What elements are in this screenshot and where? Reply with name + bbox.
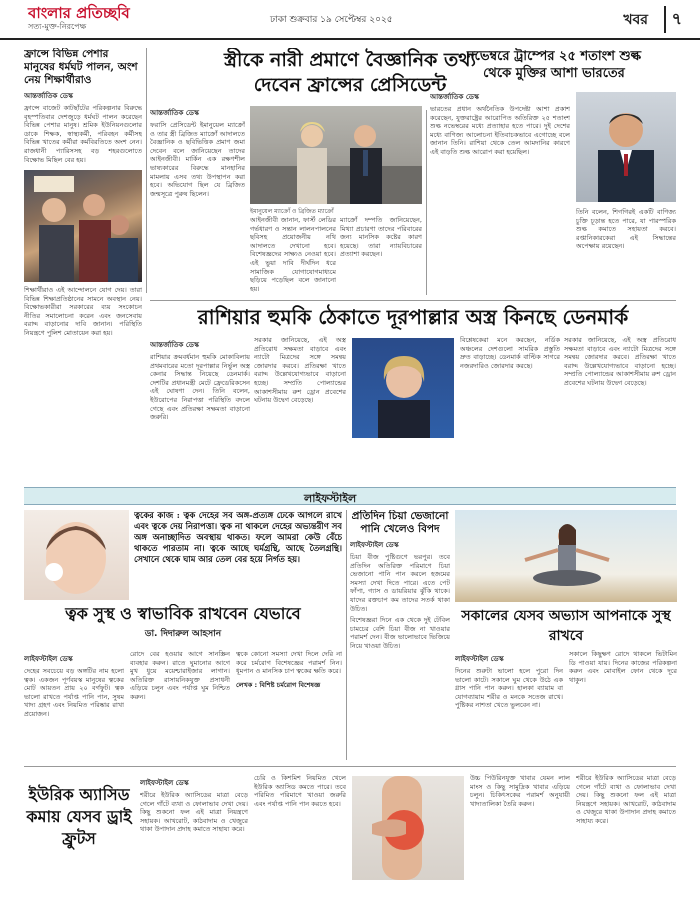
uric-column-3 [470, 774, 570, 898]
brand-slogan: সত্য-মুক্ত-নিরপেক্ষ [28, 22, 87, 31]
skin-author: ডা. দিদারুল আহসান [144, 629, 222, 639]
morning-column-2 [569, 650, 677, 760]
column-divider [426, 110, 427, 295]
skin-body-continued: ত্বকে কোনো সমস্যা দেখা দিলে দেরি না করে চর্মরোগ বিশেষজ্ঞের পরামর্শ নিন। ধূমপান ও মানসিক চাপ ত্বকের ক্ষতি করে। [236, 650, 342, 676]
morning-column-1 [455, 650, 563, 760]
story-headline[interactable]: ফ্রান্সে বিভিন্ন পেশার মানুষের ধর্মঘট পালন, অংশ নেয় শিক্ষার্থীরাও [24, 48, 138, 86]
skin-photo-art [24, 510, 129, 600]
knee-pain-photo [352, 776, 464, 880]
story-headline[interactable]: রাশিয়ার হুমকি ঠেকাতে দূরপাল্লার অস্ত্র কিনছে ডেনমার্ক [197, 305, 629, 329]
advisor-photo-art [576, 92, 676, 202]
story-body: ভারতের প্রধান অর্থনৈতিক উপদেষ্টা আশা প্রকাশ করেছেন, যুক্তরাষ্ট্রের আরোপিত অতিরিক্ত ২৫ শতাংশ শুল্ক নভেম্বরের মধ্যে প্রত্যাহার হতে পারে। দুই দেশের মধ্যে বাণিজ্য আলোচনা ইতিবাচকভাবে এগোচ্ছে বলে জানান তিনি। রাশিয়া থেকে তেল আমদানির কারণে এই বাড়তি শুল্ক আরোপ করা হয়েছিল। [430, 105, 570, 156]
headline-line-1: নভেম্বরে ট্রাম্পের ২৫ শতাংশ শুল্ক [466, 49, 642, 64]
knee-photo-art [352, 776, 464, 880]
newspaper-logo[interactable] [28, 4, 138, 32]
frederiksen-photo [352, 338, 454, 438]
macron-photo-art [250, 106, 422, 204]
story-headline[interactable] [430, 48, 678, 82]
skin-headline-block [24, 604, 342, 646]
story-column-4 [564, 336, 676, 482]
skin-pull-quote: ত্বকের কাজ : ত্বক দেহের সব অঙ্গ-প্রত্যঙ্গ ঢেকে আগলে রাখে এবং ত্বকে দেয় নিরাপত্তা। ত্বক না থাকলে দেহের অভ্যন্তরীণ সব অঙ্গ অনাচ্ছাদিত অবস্থায় থাকত। ফলে আমরা কেউ বেঁচে থাকতে পারতাম না। ত্বকে আছে ঘর্মগ্রন্থি, আছে তৈলগ্রন্থি। সেখানে থেকে ঘাম আর তেল বের হয়ে নির্গত হয়। [134, 510, 342, 564]
story-france-strike [24, 48, 142, 473]
story-body: রাশিয়ার ক্রমবর্ধমান হুমকি মোকাবিলায় প্রথমবারের মতো দূরপাল্লার নির্ভুল অস্ত্র কেনার সিদ্ধান্ত নিয়েছে ডেনমার্ক। দেশটির প্রধানমন্ত্রী মেটে ফ্রেডেরিকসেন এই ঘোষণা দেন। তিনি বলেন, ইউরোপের নিরাপত্তা পরিস্থিতি বদলে গেছে এবং প্রতিরক্ষা সক্ষমতা বাড়ানো জরুরি। [150, 353, 250, 422]
protest-photo-art [24, 170, 142, 282]
uric-body-continued: চেরি ও কিশমিশ নিয়মিত খেলে ইউরিক অ্যাসিড কমতে পারে। তবে পরিমিত পরিমাণে খাওয়া জরুরি এবং পর্যাপ্ত পানি পান করতে হবে। [254, 774, 346, 808]
skin-body-continued: রোদে বের হওয়ার আগে সানস্ক্রিন ব্যবহার করুন। রাতে ঘুমানোর আগে মুখ ধুয়ে ময়েশ্চারাইজার লাগান। অতিরিক্ত রাসায়নিকযুক্ত প্রসাধনী এড়িয়ে চলুন এবং পর্যাপ্ত ঘুম নিশ্চিত করুন। [130, 650, 230, 701]
story-body-continued: শিক্ষার্থীরাও এই আন্দোলনে যোগ দেয়। তারা বিভিন্ন শিক্ষাপ্রতিষ্ঠানের সামনে অবস্থান নেয়। বিক্ষোভকারীরা সরকারের ব্যয় সংকোচন নীতির সমালোচনা করেন এবং জনসেবায় বরাদ্দ বাড়ানোর দাবি জানান। পরিস্থিতি নিয়ন্ত্রণে পুলিশ মোতায়েন করা হয়। [24, 286, 142, 337]
lifestyle-section-banner [24, 487, 676, 505]
page-number: ৭ [664, 6, 682, 33]
story-headline[interactable]: প্রতিদিন চিয়া ভেজানো পানি খেলেও বিপদ [351, 510, 449, 535]
uric-column-2 [254, 774, 346, 898]
story-body-continued: আইনজীবী জানান, ফার্স্ট লেডির গর্ভধারণ ও সন্তান লালনপালনের ছবিসহ প্রয়োজনীয় নথি আদালতে দেখানো হবে। বিশেষজ্ঞদের সাক্ষ্যও নেওয়া হবে। এই ভুয়া দাবি দীর্ঘদিন ধরে সামাজিক যোগাযোগমাধ্যমে ছড়িয়ে পড়েছিল বলে জানানো হয়। [250, 216, 336, 293]
headline-line-2: দেবেন ফ্রান্সের প্রেসিডেন্ট [253, 74, 447, 96]
story-trump-tariff [430, 48, 678, 296]
dateline: ঢাকা শুক্রবার ১৯ সেপ্টেম্বর ২০২৫ [270, 15, 393, 25]
yoga-photo [455, 510, 677, 602]
uric-headline[interactable]: ইউরিক অ্যাসিড কমায় যেসব ড্রাই ফ্রুটস [26, 785, 132, 848]
story-column-3 [460, 336, 560, 482]
headline-line-2: থেকে মুক্তির আশা ভারতের [483, 66, 625, 81]
skin-column-1 [24, 650, 124, 760]
story-body-continued: বিশ্লেষকেরা মনে করছেন, নর্ডিক অঞ্চলের দেশগুলো সামরিক প্রস্তুতি দ্রুত বাড়াচ্ছে। ডেনমার্ক বাল্টিক সাগরে নজরদারিও জোরদার করছে। [460, 336, 560, 370]
economic-advisor-photo [576, 92, 676, 202]
story-byline: আন্তর্জাতিক ডেস্ক [150, 341, 199, 349]
masthead [0, 0, 700, 40]
story-column-3 [340, 216, 422, 294]
story-column-2 [576, 208, 676, 293]
story-body-continued: বিশেষজ্ঞরা দিনে এক থেকে দুই টেবিল চামচের বেশি চিয়া বীজ না খাওয়ার পরামর্শ দেন। বীজ ভালোভাবে ভিজিয়ে নিয়ে খাওয়া উচিত। [350, 616, 450, 650]
story-column-1 [430, 88, 570, 293]
skin-column-2 [130, 650, 230, 760]
story-chia-water [350, 510, 450, 760]
uric-body: শরীরে ইউরিক অ্যাসিডের মাত্রা বেড়ে গেলে গাঁটে ব্যথা ও ফোলাভাব দেখা দেয়। কিছু শুকনো ফল এই মাত্রা নিয়ন্ত্রণে সহায়ক। আখরোট, কাঠবাদাম ও খেজুরে থাকা উপাদান প্রদাহ কমাতে সাহায্য করে। [140, 791, 248, 834]
lifestyle-banner-label: লাইফস্টাইল [304, 492, 357, 505]
uric-body-continued: শরীরে ইউরিক অ্যাসিডের মাত্রা বেড়ে গেলে গাঁটে ব্যথা ও ফোলাভাব দেখা দেয়। কিছু শুকনো ফল এই মাত্রা নিয়ন্ত্রণে সহায়ক। আখরোট, কাঠবাদাম ও খেজুরে থাকা উপাদান প্রদাহ কমাতে সাহায্য করে। [576, 774, 676, 825]
macron-couple-photo [250, 106, 422, 204]
story-body-continued: তিনি বলেন, শিগগিরই একটি বাণিজ্য চুক্তি চূড়ান্ত হতে পারে, যা পারস্পরিক শুল্ক কমাতে সহায়তা করবে। রপ্তানিকারকেরা এই সিদ্ধান্তের অপেক্ষায় রয়েছেন। [576, 208, 676, 251]
section-divider [24, 766, 676, 767]
skin-care-photo [24, 510, 129, 600]
frederiksen-photo-art [352, 338, 454, 438]
story-byline: আন্তর্জাতিক ডেস্ক [430, 93, 479, 101]
story-byline: লাইফস্টাইল ডেস্ক [140, 779, 189, 787]
yoga-photo-art [455, 510, 677, 602]
column-divider [346, 510, 347, 760]
story-body: চিয়া বীজ পুষ্টিগুণে ভরপুর। তবে প্রতিদিন অতিরিক্ত পরিমাণে চিয়া ভেজানো পানি পান করলে হজমের সমস্যা দেখা দিতে পারে। এতে পেট ফাঁপা, গ্যাস ও ডায়রিয়ার ঝুঁকি থাকে। যাদের রক্তচাপ কম তাদের সতর্ক থাকা উচিত। [350, 553, 450, 613]
story-byline: লাইফস্টাইল ডেস্ক [455, 655, 504, 663]
photo-caption: ইমানুয়েল ম্যাক্রোঁ ও ব্রিজিত ম্যাক্রোঁ [250, 208, 334, 215]
story-byline: আন্তর্জাতিক ডেস্ক [150, 109, 199, 117]
protest-photo [24, 170, 142, 282]
story-body: ফ্রান্সে বাজেট কাটছাঁটের পরিকল্পনার বিরুদ্ধে বৃহস্পতিবার দেশজুড়ে ধর্মঘট পালন করেছেন বিভিন্ন পেশার মানুষ। শ্রমিক ইউনিয়নগুলোর ডাকে শিক্ষক, স্বাস্থ্যকর্মী, পরিবহন কর্মীসহ বিভিন্ন খাতের কর্মীরা কর্মবিরতিতে অংশ নেন। রাজধানী প্যারিসসহ বড় শহরগুলোতে বিক্ষোভ মিছিল বের হয়। [24, 104, 142, 164]
skin-footer: লেখক : বিশিষ্ট চর্মরোগ বিশেষজ্ঞ [236, 680, 321, 689]
section-divider [150, 300, 676, 301]
story-column-1 [150, 104, 245, 294]
uric-column-4 [576, 774, 676, 898]
skin-headline[interactable]: ত্বক সুস্থ ও স্বাভাবিক রাখবেন যেভাবে [65, 604, 301, 623]
morning-body-continued: সকালে কিছুক্ষণ রোদে থাকলে ভিটামিন ডি পাওয়া যায়। দিনের কাজের পরিকল্পনা করুন এবং মোবাইল ফোন থেকে দূরে থাকুন। [569, 650, 677, 684]
headline-line-1: স্ত্রীকে নারী প্রমাণে বৈজ্ঞানিক তথ্য [223, 49, 477, 71]
column-divider [146, 48, 147, 293]
story-denmark [150, 304, 676, 482]
morning-body: দিনের শুরুটা ভালো হলে পুরো দিন ভালো কাটে। সকালে ঘুম থেকে উঠে এক গ্লাস পানি পান করুন। হালকা ব্যায়াম বা যোগব্যায়াম শরীর ও মনকে সতেজ রাখে। পুষ্টিকর নাশতা খেতে ভুলবেন না। [455, 667, 563, 710]
section-label: খবর [623, 12, 648, 28]
uric-column-1 [140, 774, 248, 898]
story-column-1 [150, 336, 250, 482]
morning-headline[interactable]: সকালের যেসব অভ্যাস আপনাকে সুস্থ রাখবে [461, 608, 671, 644]
story-body-continued: সরকার জানিয়েছে, এই অস্ত্র প্রতিরোধ সক্ষমতা বাড়াবে এবং ন্যাটো মিত্রদের সঙ্গে সমন্বয় জোরদার করবে। প্রতিরক্ষা খাতে বরাদ্দ উল্লেখযোগ্যভাবে বাড়ানো হচ্ছে। সম্প্রতি পোল্যান্ডের আকাশসীমায় রুশ ড্রোন প্রবেশের ঘটনায় উদ্বেগ বেড়েছে। [254, 336, 346, 405]
story-byline: লাইফস্টাইল ডেস্ক [350, 541, 399, 549]
story-body: ফরাসি প্রেসিডেন্ট ইমানুয়েল ম্যাক্রোঁ ও তার স্ত্রী ব্রিজিত ম্যাক্রোঁ আদালতে বৈজ্ঞানিক ও ছবিভিত্তিক প্রমাণ জমা দেবেন বলে জানিয়েছেন তাদের আইনজীবী। মার্কিন এক রক্ষণশীল ভাষ্যকারের বিরুদ্ধে মানহানির মামলায় এসব তথ্য উপস্থাপন করা হবে। অভিযোগ ছিল যে ব্রিজিত জন্মসূত্রে পুরুষ ছিলেন। [150, 121, 245, 198]
skin-body: দেহের সবচেয়ে বড় অঙ্গটির নাম হলো ত্বক। একজন পূর্ণবয়স্ক মানুষের ত্বকের মোট আয়তন প্রায় ২০ বর্গফুট। ত্বক ভালো রাখতে পর্যাপ্ত পানি পান, সুষম খাদ্য গ্রহণ এবং নিয়মিত পরিষ্কার রাখা প্রয়োজন। [24, 667, 124, 718]
story-column-2 [250, 216, 336, 294]
story-byline: আন্তর্জাতিক ডেস্ক [24, 92, 73, 100]
brand-name: বাংলার প্রতিচ্ছবি [28, 4, 130, 22]
uric-body-continued: উচ্চ পিউরিনযুক্ত খাবার যেমন লাল মাংস ও কিছু সামুদ্রিক খাবার এড়িয়ে চলুন। চিকিৎসকের পরামর্শ অনুযায়ী খাদ্যতালিকা তৈরি করুন। [470, 774, 570, 808]
skin-column-3 [236, 650, 342, 760]
story-body-continued: সরকার জানিয়েছে, এই অস্ত্র প্রতিরোধ সক্ষমতা বাড়াবে এবং ন্যাটো মিত্রদের সঙ্গে সমন্বয় জোরদার করবে। প্রতিরক্ষা খাতে বরাদ্দ উল্লেখযোগ্যভাবে বাড়ানো হচ্ছে। সম্প্রতি পোল্যান্ডের আকাশসীমায় রুশ ড্রোন প্রবেশের ঘটনায় উদ্বেগ বেড়েছে। [564, 336, 676, 387]
story-body-continued: ম্যাক্রোঁ দম্পতি জানিয়েছেন, মিথ্যা প্রচারণা তাদের পরিবারের জন্য মানসিক কষ্টের কারণ হয়েছে। তারা ন্যায়বিচারের প্রত্যাশা করছেন। [340, 216, 422, 259]
story-byline: লাইফস্টাইল ডেস্ক [24, 655, 73, 663]
story-column-2 [254, 336, 346, 482]
